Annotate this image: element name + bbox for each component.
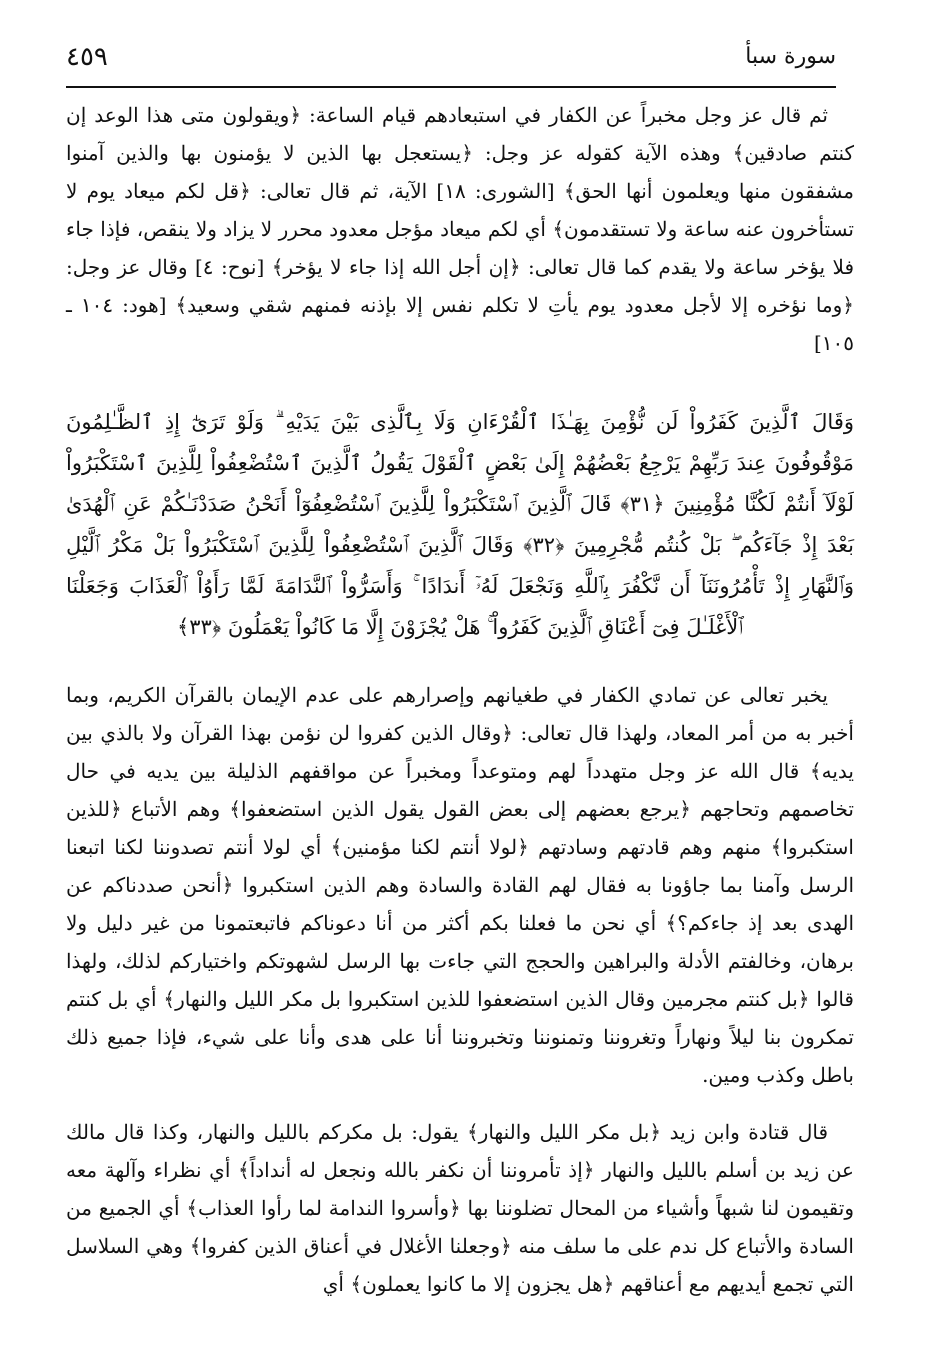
commentary-paragraph-2 (66, 676, 854, 1094)
paragraph-text: ثم قال عز وجل مخبراً عن الكفار في استبعادهم قيام الساعة: ﴿ويقولون متى هذا الوعد إن كنتم صادقين﴾ وهذه الآية كقوله عز وجل: ﴿يستعجل بها الذين لا يؤمنون بها والذين آمنوا مشفقون منها ويعلمون أنها الحق﴾ [الشورى: ١٨] الآية، ثم قال تعالى: ﴿قل لكم ميعاد يوم لا تستأخرون عنه ساعة ولا تستقدمون﴾ أي لكم ميعاد مؤجل معدود محرر لا يزاد ولا ينقص، فإذا جاء فلا يؤخر ساعة ولا يقدم كما قال تعالى: ﴿إن أجل الله إذا جاء لا يؤخر﴾ [نوح: ٤] وقال عز وجل: ﴿وما نؤخره إلا لأجل معدود يوم يأتِ لا تكلم نفس إلا بإذنه فمنهم شقي وسعيد﴾ [هود: ١٠٤ ـ ١٠٥] (66, 103, 855, 355)
paragraph-text: يخبر تعالى عن تمادي الكفار في طغيانهم وإصرارهم على عدم الإيمان بالقرآن الكريم، وبما أخبر به من أمر المعاد، ولهذا قال تعالى: ﴿وقال الذين كفروا لن نؤمن بهذا القرآن ولا بالذي بين يديه﴾ قال الله عز وجل متهدداً لهم ومتوعداً ومخبراً عن مواقفهم الذليلة بين يديه في حال تخاصمهم وتحاجهم ﴿يرجع بعضهم إلى بعض القول يقول الذين استضعفوا﴾ وهم الأتباع ﴿للذين استكبروا﴾ منهم وهم قادتهم وسادتهم ﴿لولا أنتم لكنا مؤمنين﴾ أي لولا أنتم تصدوننا لكنا اتبعنا الرسل وآمنا بما جاؤونا به فقال لهم القادة والسادة وهم الذين استكبروا ﴿أنحن صددناكم عن الهدى بعد إذ جاءكم؟﴾ أي نحن ما فعلنا بكم أكثر من أنا دعوناكم فاتبعتمونا من غير دليل ولا برهان، وخالفتم الأدلة والبراهين والحجج التي جاءت بها الرسل لشهوتكم واختياركم لذلك، ولهذا قالوا ﴿بل كنتم مجرمين وقال الذين استضعفوا للذين استكبروا بل مكر الليل والنهار﴾ أي بل كنتم تمكرون بنا ليلاً ونهاراً وتغروننا وتمنوننا وتخبروننا أنا على هدى وأنا على شيء، فإذا جميع ذلك باطل وكذب ومين. (66, 683, 854, 1087)
commentary-paragraph-3 (66, 1113, 854, 1303)
quran-verses-text: وَقَالَ ٱلَّذِينَ كَفَرُواْ لَن نُّؤْمِنَ بِهَـٰذَا ٱلْقُرْءَانِ وَلَا بِٱلَّذِى بَيْنَ يَدَيْهِ ۗ وَلَوْ تَرَىٰٓ إِذِ ٱلظَّـٰلِمُونَ مَوْقُوفُونَ عِندَ رَبِّهِمْ يَرْجِعُ بَعْضُهُمْ إِلَىٰ بَعْضٍ ٱلْقَوْلَ يَقُولُ ٱلَّذِينَ ٱسْتُضْعِفُواْ لِلَّذِينَ ٱسْتَكْبَرُواْ لَوْلَآ أَنتُمْ لَكُنَّا مُؤْمِنِينَ ﴿٣١﴾ قَالَ ٱلَّذِينَ ٱسْتَكْبَرُواْ لِلَّذِينَ ٱسْتُضْعِفُوٓاْ أَنَحْنُ صَدَدْنَـٰكُمْ عَنِ ٱلْهُدَىٰ بَعْدَ إِذْ جَآءَكُم ۖ بَلْ كُنتُم مُّجْرِمِينَ ﴿٣٢﴾ وَقَالَ ٱلَّذِينَ ٱسْتُضْعِفُواْ لِلَّذِينَ ٱسْتَكْبَرُواْ بَلْ مَكْرُ ٱلَّيْلِ وَٱلنَّهَارِ إِذْ تَأْمُرُونَنَآ أَن نَّكْفُرَ بِٱللَّهِ وَنَجْعَلَ لَهُۥٓ أَندَادًا ۚ وَأَسَرُّواْ ٱلنَّدَامَةَ لَمَّا رَأَوُاْ ٱلْعَذَابَ وَجَعَلْنَا ٱلْأَغْلَـٰلَ فِىٓ أَعْنَاقِ ٱلَّذِينَ كَفَرُواْ ۚ هَلْ يُجْزَوْنَ إِلَّا مَا كَانُواْ يَعْمَلُونَ ﴿٣٣﴾ (66, 410, 854, 639)
header-divider (66, 86, 836, 88)
page-header (66, 40, 836, 88)
quran-verses-block (66, 402, 854, 648)
surah-title: سورة سبأ (745, 44, 836, 69)
paragraph-text: قال قتادة وابن زيد ﴿بل مكر الليل والنهار﴾ يقول: بل مكركم بالليل والنهار، وكذا قال مالك عن زيد بن أسلم بالليل والنهار ﴿إذ تأمروننا أن نكفر بالله ونجعل له أنداداً﴾ أي نظراء وآلهة معه وتقيمون لنا شبهاً وأشياء من المحال تضلوننا بها ﴿وأسروا الندامة لما رأوا العذاب﴾ أي الجميع من السادة والأتباع كل ندم على ما سلف منه ﴿وجعلنا الأغلال في أعناق الذين كفروا﴾ وهي السلاسل التي تجمع أيديهم مع أعناقهم ﴿هل يجزون إلا ما كانوا يعملون﴾ أي (66, 1120, 854, 1296)
page-number: ٤٥٩ (66, 42, 108, 72)
commentary-paragraph-1 (66, 96, 854, 362)
